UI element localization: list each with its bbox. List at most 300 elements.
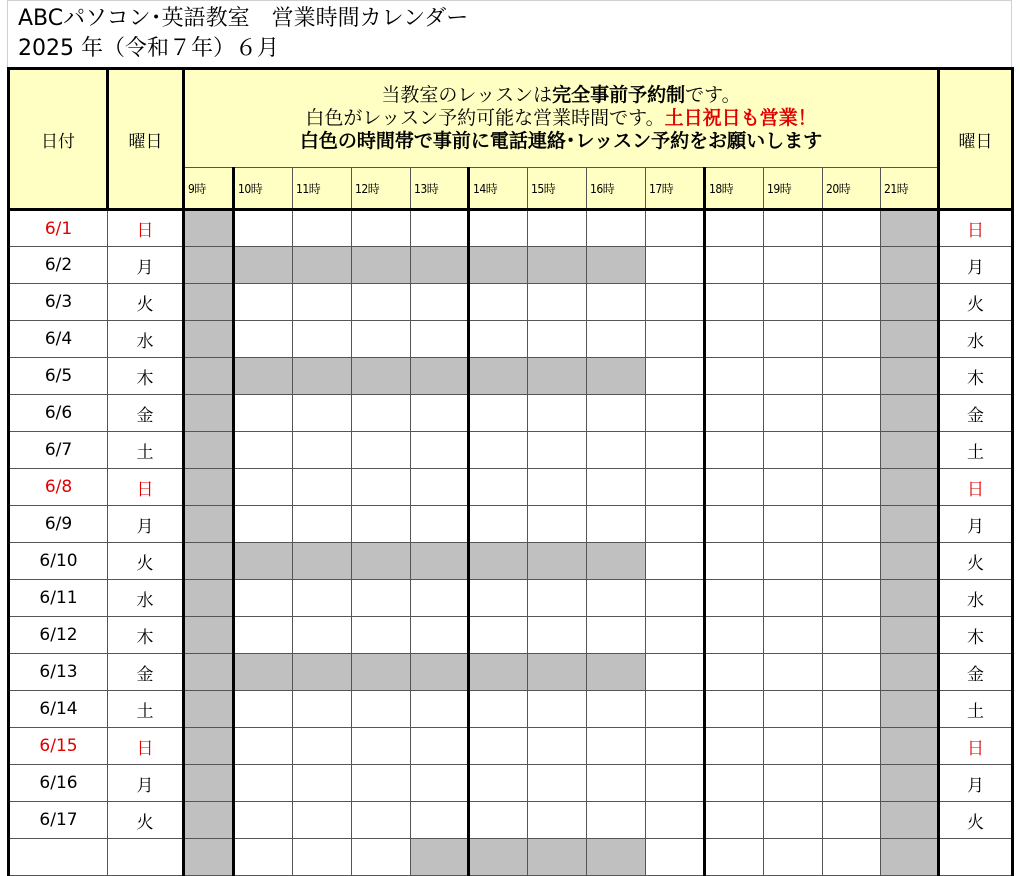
closed-slot [881, 654, 939, 691]
open-slot[interactable] [646, 580, 705, 617]
hour-label: 9時 [184, 168, 234, 210]
open-slot[interactable] [469, 802, 528, 839]
open-slot[interactable] [352, 765, 411, 802]
open-slot[interactable] [469, 395, 528, 432]
schedule-table [7, 67, 1014, 876]
open-slot[interactable] [352, 691, 411, 728]
open-slot[interactable] [352, 284, 411, 321]
closed-slot [411, 543, 469, 580]
open-slot[interactable] [587, 432, 646, 469]
closed-slot [184, 802, 234, 839]
open-slot[interactable] [587, 321, 646, 358]
open-slot[interactable] [293, 802, 352, 839]
date-cell: 6/5 [9, 358, 108, 395]
open-slot[interactable] [764, 358, 823, 395]
hour-label: 11時 [293, 168, 352, 210]
open-slot[interactable] [705, 321, 764, 358]
date-cell: 6/1 [9, 210, 108, 247]
closed-slot [881, 617, 939, 654]
open-slot[interactable] [352, 617, 411, 654]
closed-slot [352, 543, 411, 580]
closed-slot [587, 543, 646, 580]
open-slot[interactable] [293, 839, 352, 876]
open-slot[interactable] [528, 321, 587, 358]
open-slot[interactable] [293, 321, 352, 358]
closed-slot [469, 654, 528, 691]
closed-slot [587, 839, 646, 876]
open-slot[interactable] [234, 284, 293, 321]
closed-slot [184, 728, 234, 765]
open-slot[interactable] [469, 284, 528, 321]
right-day-cell: 月 [939, 765, 1013, 802]
open-slot[interactable] [823, 358, 881, 395]
hour-label: 18時 [705, 168, 764, 210]
open-slot[interactable] [469, 469, 528, 506]
closed-slot [234, 358, 293, 395]
open-slot[interactable] [764, 321, 823, 358]
open-slot[interactable] [764, 728, 823, 765]
open-slot[interactable] [528, 580, 587, 617]
open-slot[interactable] [823, 691, 881, 728]
closed-slot [184, 284, 234, 321]
closed-slot [881, 358, 939, 395]
closed-slot [528, 543, 587, 580]
closed-slot [184, 358, 234, 395]
open-slot[interactable] [352, 432, 411, 469]
date-column-header: 日付 [9, 69, 108, 210]
open-slot[interactable] [646, 469, 705, 506]
open-slot[interactable] [411, 691, 469, 728]
open-slot[interactable] [646, 395, 705, 432]
table-row [9, 802, 1013, 839]
right-day-cell: 日 [939, 728, 1013, 765]
open-slot[interactable] [764, 469, 823, 506]
open-slot[interactable] [411, 210, 469, 247]
calendar-month: 2025 年（令和７年）６月 [18, 36, 279, 61]
open-slot[interactable] [528, 802, 587, 839]
hour-label: 21時 [881, 168, 939, 210]
open-slot[interactable] [469, 210, 528, 247]
date-cell: 6/14 [9, 691, 108, 728]
closed-slot [469, 839, 528, 876]
open-slot[interactable] [293, 506, 352, 543]
hour-label: 14時 [469, 168, 528, 210]
open-slot[interactable] [705, 802, 764, 839]
right-day-cell: 火 [939, 802, 1013, 839]
open-slot[interactable] [646, 432, 705, 469]
closed-slot [469, 358, 528, 395]
open-slot[interactable] [705, 506, 764, 543]
open-slot[interactable] [646, 210, 705, 247]
date-cell: 6/11 [9, 580, 108, 617]
hour-label: 15時 [528, 168, 587, 210]
closed-slot [184, 691, 234, 728]
open-slot[interactable] [764, 210, 823, 247]
open-slot[interactable] [411, 321, 469, 358]
closed-slot [184, 432, 234, 469]
closed-slot [528, 247, 587, 284]
open-slot[interactable] [764, 247, 823, 284]
closed-slot [184, 321, 234, 358]
open-slot[interactable] [528, 395, 587, 432]
open-slot[interactable] [352, 395, 411, 432]
date-cell: 6/4 [9, 321, 108, 358]
closed-slot [184, 617, 234, 654]
open-slot[interactable] [528, 284, 587, 321]
open-slot[interactable] [293, 284, 352, 321]
day-cell: 月 [108, 247, 184, 284]
open-slot[interactable] [352, 802, 411, 839]
right-day-cell: 火 [939, 543, 1013, 580]
closed-slot [587, 247, 646, 284]
open-slot[interactable] [528, 617, 587, 654]
closed-slot [352, 654, 411, 691]
closed-slot [234, 543, 293, 580]
open-slot[interactable] [234, 580, 293, 617]
date-cell [9, 839, 108, 876]
open-slot[interactable] [469, 617, 528, 654]
open-slot[interactable] [823, 506, 881, 543]
closed-slot [587, 358, 646, 395]
closed-slot [293, 247, 352, 284]
date-cell: 6/16 [9, 765, 108, 802]
closed-slot [881, 247, 939, 284]
open-slot[interactable] [823, 321, 881, 358]
open-slot[interactable] [293, 691, 352, 728]
date-cell: 6/12 [9, 617, 108, 654]
open-slot[interactable] [705, 580, 764, 617]
day-cell: 月 [108, 506, 184, 543]
open-slot[interactable] [587, 284, 646, 321]
closed-slot [881, 432, 939, 469]
day-cell: 土 [108, 691, 184, 728]
open-slot[interactable] [469, 691, 528, 728]
open-slot[interactable] [823, 728, 881, 765]
open-slot[interactable] [646, 321, 705, 358]
date-cell: 6/8 [9, 469, 108, 506]
open-slot[interactable] [823, 580, 881, 617]
open-slot[interactable] [587, 802, 646, 839]
table-row [9, 284, 1013, 321]
date-cell: 6/7 [9, 432, 108, 469]
date-cell: 6/2 [9, 247, 108, 284]
open-slot[interactable] [646, 617, 705, 654]
open-slot[interactable] [823, 617, 881, 654]
closed-slot [184, 506, 234, 543]
open-slot[interactable] [352, 839, 411, 876]
open-slot[interactable] [705, 432, 764, 469]
open-slot[interactable] [823, 543, 881, 580]
closed-slot [587, 654, 646, 691]
open-slot[interactable] [234, 765, 293, 802]
right-day-cell: 土 [939, 432, 1013, 469]
reservation-notice [184, 69, 939, 168]
open-slot[interactable] [469, 432, 528, 469]
open-slot[interactable] [411, 432, 469, 469]
open-slot[interactable] [764, 506, 823, 543]
open-slot[interactable] [646, 506, 705, 543]
open-slot[interactable] [705, 765, 764, 802]
open-slot[interactable] [823, 395, 881, 432]
open-slot[interactable] [293, 210, 352, 247]
title-area [7, 0, 1012, 67]
open-slot[interactable] [705, 210, 764, 247]
hour-label: 19時 [764, 168, 823, 210]
open-slot[interactable] [469, 580, 528, 617]
table-row [9, 358, 1013, 395]
hour-label: 20時 [823, 168, 881, 210]
notice-line-2: 白色がレッスン予約可能な営業時間です。土日祝日も営業！ [305, 107, 817, 129]
open-slot[interactable] [587, 580, 646, 617]
open-slot[interactable] [764, 802, 823, 839]
open-slot[interactable] [469, 321, 528, 358]
open-slot[interactable] [528, 432, 587, 469]
closed-slot [881, 543, 939, 580]
day-cell: 火 [108, 802, 184, 839]
open-slot[interactable] [646, 284, 705, 321]
closed-slot [881, 469, 939, 506]
open-slot[interactable] [587, 469, 646, 506]
calendar-title: ABCパソコン･英語教室 営業時間カレンダー [18, 6, 469, 31]
closed-slot [881, 691, 939, 728]
open-slot[interactable] [352, 580, 411, 617]
open-slot[interactable] [234, 802, 293, 839]
open-slot[interactable] [293, 617, 352, 654]
right-day-cell: 土 [939, 691, 1013, 728]
table-row [9, 580, 1013, 617]
day-column-header: 曜日 [108, 69, 184, 210]
open-slot[interactable] [705, 543, 764, 580]
closed-slot [352, 358, 411, 395]
open-slot[interactable] [352, 210, 411, 247]
open-slot[interactable] [823, 247, 881, 284]
right-day-cell: 金 [939, 395, 1013, 432]
open-slot[interactable] [823, 765, 881, 802]
closed-slot [881, 284, 939, 321]
open-slot[interactable] [705, 395, 764, 432]
open-slot[interactable] [528, 210, 587, 247]
open-slot[interactable] [293, 765, 352, 802]
open-slot[interactable] [764, 580, 823, 617]
closed-slot [411, 654, 469, 691]
open-slot[interactable] [705, 469, 764, 506]
date-cell: 6/3 [9, 284, 108, 321]
open-slot[interactable] [587, 617, 646, 654]
right-day-cell: 月 [939, 506, 1013, 543]
closed-slot [352, 247, 411, 284]
open-slot[interactable] [469, 506, 528, 543]
open-slot[interactable] [234, 395, 293, 432]
open-slot[interactable] [764, 765, 823, 802]
open-slot[interactable] [411, 469, 469, 506]
open-slot[interactable] [646, 765, 705, 802]
open-slot[interactable] [823, 210, 881, 247]
day-cell: 火 [108, 284, 184, 321]
closed-slot [881, 506, 939, 543]
open-slot[interactable] [411, 617, 469, 654]
open-slot[interactable] [764, 395, 823, 432]
open-slot[interactable] [764, 839, 823, 876]
open-slot[interactable] [234, 506, 293, 543]
open-slot[interactable] [352, 321, 411, 358]
open-slot[interactable] [587, 210, 646, 247]
open-slot[interactable] [705, 358, 764, 395]
open-slot[interactable] [705, 247, 764, 284]
closed-slot [528, 654, 587, 691]
hour-label: 13時 [411, 168, 469, 210]
open-slot[interactable] [234, 839, 293, 876]
open-slot[interactable] [705, 617, 764, 654]
open-slot[interactable] [646, 247, 705, 284]
table-row [9, 543, 1013, 580]
open-slot[interactable] [234, 728, 293, 765]
closed-slot [881, 765, 939, 802]
notice-line-1: 当教室のレッスンは完全事前予約制です。 [381, 84, 741, 106]
open-slot[interactable] [234, 469, 293, 506]
date-cell: 6/15 [9, 728, 108, 765]
day-cell [108, 839, 184, 876]
open-slot[interactable] [646, 543, 705, 580]
open-slot[interactable] [293, 728, 352, 765]
open-slot[interactable] [469, 765, 528, 802]
open-slot[interactable] [823, 284, 881, 321]
open-slot[interactable] [411, 395, 469, 432]
right-day-cell [939, 839, 1013, 876]
open-slot[interactable] [352, 506, 411, 543]
closed-slot [881, 580, 939, 617]
open-slot[interactable] [411, 284, 469, 321]
day-cell: 水 [108, 321, 184, 358]
table-row [9, 321, 1013, 358]
day-cell: 木 [108, 358, 184, 395]
right-day-cell: 水 [939, 580, 1013, 617]
table-row [9, 654, 1013, 691]
day-cell: 日 [108, 469, 184, 506]
open-slot[interactable] [823, 839, 881, 876]
hour-label: 12時 [352, 168, 411, 210]
closed-slot [528, 839, 587, 876]
open-slot[interactable] [411, 580, 469, 617]
open-slot[interactable] [823, 432, 881, 469]
open-slot[interactable] [234, 210, 293, 247]
date-cell: 6/17 [9, 802, 108, 839]
open-slot[interactable] [705, 654, 764, 691]
closed-slot [234, 247, 293, 284]
right-day-cell: 火 [939, 284, 1013, 321]
open-slot[interactable] [587, 765, 646, 802]
open-slot[interactable] [764, 654, 823, 691]
open-slot[interactable] [234, 321, 293, 358]
table-row [9, 432, 1013, 469]
right-day-cell: 水 [939, 321, 1013, 358]
closed-slot [411, 247, 469, 284]
open-slot[interactable] [411, 728, 469, 765]
day-cell: 金 [108, 654, 184, 691]
day-cell: 火 [108, 543, 184, 580]
open-slot[interactable] [764, 617, 823, 654]
date-cell: 6/9 [9, 506, 108, 543]
open-slot[interactable] [705, 728, 764, 765]
open-slot[interactable] [764, 432, 823, 469]
open-slot[interactable] [587, 506, 646, 543]
closed-slot [881, 802, 939, 839]
closed-slot [881, 728, 939, 765]
open-slot[interactable] [764, 543, 823, 580]
open-slot[interactable] [587, 395, 646, 432]
open-slot[interactable] [352, 728, 411, 765]
open-slot[interactable] [823, 654, 881, 691]
hour-label: 17時 [646, 168, 705, 210]
open-slot[interactable] [823, 469, 881, 506]
open-slot[interactable] [646, 728, 705, 765]
table-row [9, 395, 1013, 432]
open-slot[interactable] [293, 432, 352, 469]
table-row [9, 839, 1013, 876]
open-slot[interactable] [411, 765, 469, 802]
closed-slot [469, 543, 528, 580]
open-slot[interactable] [411, 802, 469, 839]
open-slot[interactable] [293, 395, 352, 432]
open-slot[interactable] [411, 506, 469, 543]
open-slot[interactable] [528, 765, 587, 802]
day-cell: 金 [108, 395, 184, 432]
closed-slot [184, 210, 234, 247]
closed-slot [293, 543, 352, 580]
open-slot[interactable] [587, 691, 646, 728]
closed-slot [411, 839, 469, 876]
right-day-cell: 日 [939, 469, 1013, 506]
open-slot[interactable] [528, 728, 587, 765]
open-slot[interactable] [823, 802, 881, 839]
open-slot[interactable] [764, 284, 823, 321]
closed-slot [184, 839, 234, 876]
closed-slot [881, 839, 939, 876]
closed-slot [881, 395, 939, 432]
open-slot[interactable] [234, 691, 293, 728]
day-cell: 月 [108, 765, 184, 802]
open-slot[interactable] [705, 839, 764, 876]
table-row [9, 617, 1013, 654]
open-slot[interactable] [352, 469, 411, 506]
table-row [9, 728, 1013, 765]
open-slot[interactable] [587, 728, 646, 765]
table-row [9, 506, 1013, 543]
right-day-cell: 日 [939, 210, 1013, 247]
calendar-body [9, 210, 1013, 876]
table-row [9, 210, 1013, 247]
open-slot[interactable] [234, 432, 293, 469]
open-slot[interactable] [469, 728, 528, 765]
open-slot[interactable] [234, 617, 293, 654]
date-cell: 6/10 [9, 543, 108, 580]
open-slot[interactable] [646, 802, 705, 839]
open-slot[interactable] [705, 691, 764, 728]
date-cell: 6/6 [9, 395, 108, 432]
open-slot[interactable] [528, 506, 587, 543]
open-slot[interactable] [646, 358, 705, 395]
open-slot[interactable] [764, 691, 823, 728]
open-slot[interactable] [646, 691, 705, 728]
open-slot[interactable] [705, 284, 764, 321]
open-slot[interactable] [293, 469, 352, 506]
closed-slot [881, 210, 939, 247]
open-slot[interactable] [528, 691, 587, 728]
closed-slot [469, 247, 528, 284]
open-slot[interactable] [646, 839, 705, 876]
open-slot[interactable] [528, 469, 587, 506]
open-slot[interactable] [646, 654, 705, 691]
open-slot[interactable] [293, 580, 352, 617]
